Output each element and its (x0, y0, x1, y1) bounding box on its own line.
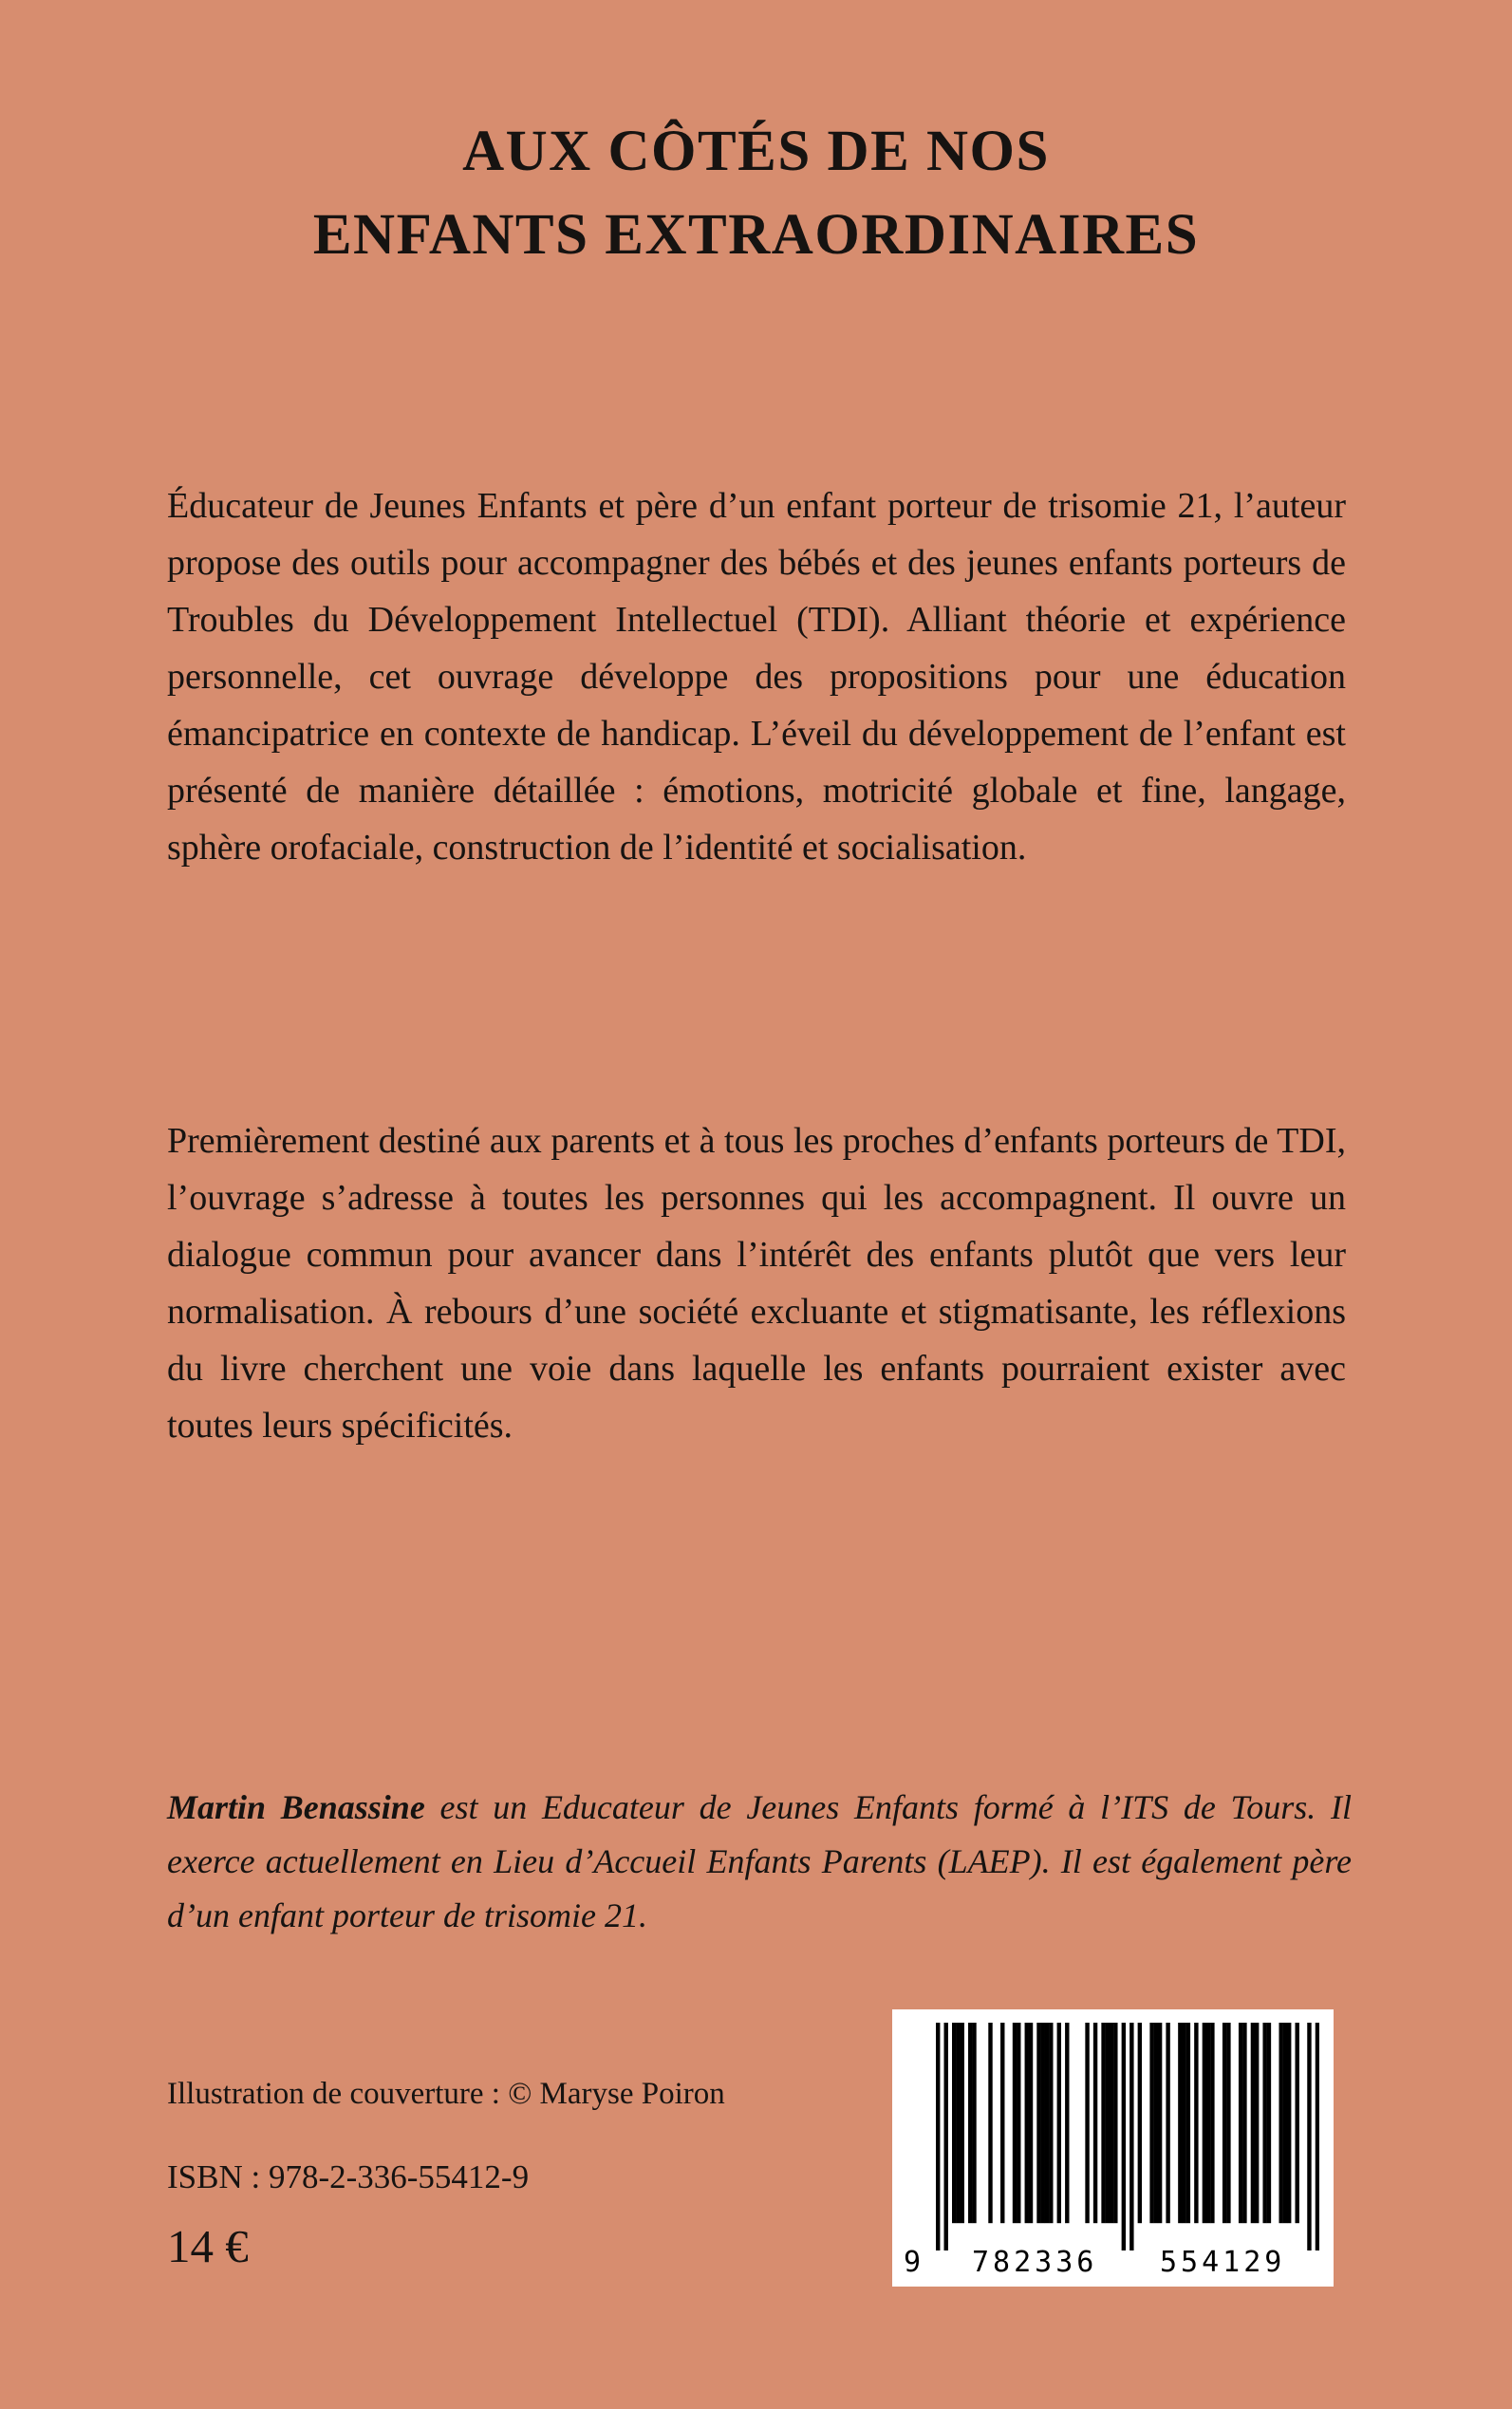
barcode-bars (936, 2023, 1319, 2250)
synopsis-paragraph-2: Premièrement destiné aux parents et à tous les proches d’enfants porteurs de TDI, l’ouvrage s’adresse à toutes les personnes qui les accompagnent. Il ouvre un dialogue commun pour avancer dans l’intérêt des enfants plutôt que vers leur normalisation. À rebours d’une société excluante et stigmatisante, les réflexions du livre cherchent une voie dans laquelle les enfants pourraient exister avec toutes leurs spécificités. (167, 1121, 1346, 1446)
author-bio (167, 1781, 1352, 1943)
barcode-digit-group-2: 782336 (972, 2246, 1098, 2279)
book-title-line-1: AUX CÔTÉS DE NOS (462, 120, 1050, 183)
barcode-digit-group-1: 9 (904, 2246, 922, 2279)
author-bio-text: est un Educateur de Jeunes Enfants formé à l’ITS de Tours. Il exerce actuellement en Lieu d’Accueil Enfants Parents (LAEP). Il est également père d’un enfant porteur de trisomie 21. (167, 1788, 1352, 1934)
isbn: ISBN : 978-2-336-55412-9 (167, 2158, 530, 2195)
illustration-credit: Illustration de couverture : © Maryse Poiron (167, 2077, 725, 2111)
barcode-digit-group-3: 554129 (1160, 2246, 1286, 2279)
price: 14 € (167, 2220, 249, 2272)
author-name: Martin Benassine (167, 1788, 425, 1826)
barcode (892, 2009, 1334, 2287)
synopsis-paragraph-1: Éducateur de Jeunes Enfants et père d’un enfant porteur de trisomie 21, l’auteur propose des outils pour accompagner des bébés et des jeunes enfants porteurs de Troubles du Développement Intellectuel (TDI). Alliant théorie et expérience personnelle, cet ouvrage développe des propositions pour une éducation émancipatrice en contexte de handicap. L’éveil du développement de l’enfant est présenté de manière détaillée : émotions, motricité globale et fine, langage, sphère orofaciale, construction de l’identité et socialisation. (167, 486, 1346, 868)
barcode-digits (892, 2245, 1334, 2281)
book-title-line-2: ENFANTS EXTRAORDINAIRES (312, 203, 1200, 267)
book-title (0, 110, 1512, 277)
